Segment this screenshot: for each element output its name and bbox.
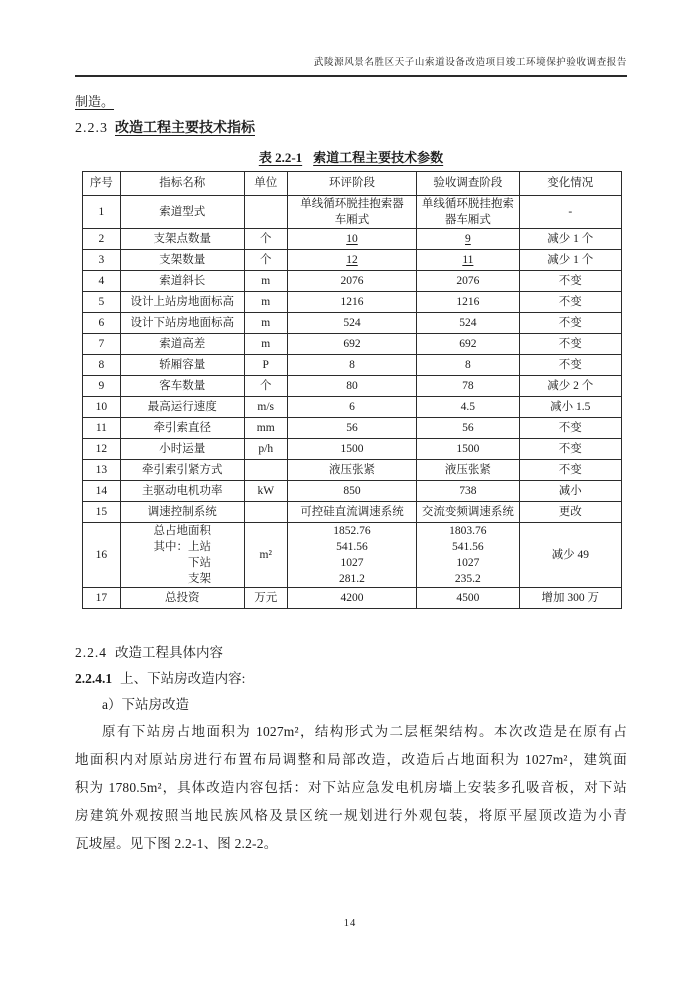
table-header-cell: 单位 [244, 172, 287, 196]
table-cell-change: 减少 2 个 [519, 376, 621, 397]
table-row [83, 313, 622, 334]
table-cell-unit: m [244, 334, 287, 355]
table-cell-acc: 2076 [417, 271, 519, 292]
table-cell-name: 索道型式 [120, 196, 244, 229]
table-cell-name: 主驱动电机功率 [120, 481, 244, 502]
table-cell-eia: 1216 [287, 292, 416, 313]
table-cell-no: 2 [83, 229, 121, 250]
table-cell-unit: p/h [244, 439, 287, 460]
table-cell-no: 3 [83, 250, 121, 271]
table-cell-eia: 1500 [287, 439, 416, 460]
table-head-row [83, 172, 622, 196]
table-cell-eia: 单线循环脱挂抱索器 车厢式 [287, 196, 416, 229]
table-cell-acc: 692 [417, 334, 519, 355]
table-cell-acc: 11 [417, 250, 519, 271]
section-title: 改造工程主要技术指标 [115, 121, 255, 136]
table-cell-no: 11 [83, 418, 121, 439]
table-cell-eia: 56 [287, 418, 416, 439]
table-cell-unit: 个 [244, 376, 287, 397]
table-cell-eia: 850 [287, 481, 416, 502]
section-heading-2-2-3 [75, 119, 627, 138]
table-cell-no: 1 [83, 196, 121, 229]
table-row [83, 196, 622, 229]
table-cell-unit: m/s [244, 397, 287, 418]
table-cell-acc: 8 [417, 355, 519, 376]
running-header-title: 武陵源风景名胜区天子山索道设备改造项目竣工环境保护验收调查报告 [313, 58, 627, 68]
page-number: 14 [343, 918, 357, 929]
table-row [83, 292, 622, 313]
table-cell-name: 客车数量 [120, 376, 244, 397]
table-header-cell: 指标名称 [120, 172, 244, 196]
table-cell-acc: 液压张紧 [417, 460, 519, 481]
table-cell-change: 减少 49 [519, 523, 621, 588]
table-cell-name: 牵引索引紧方式 [120, 460, 244, 481]
table-cell-no: 16 [83, 523, 121, 588]
table-cell-unit: 万元 [244, 588, 287, 609]
table-cell-name: 最高运行速度 [120, 397, 244, 418]
table-cell-acc: 9 [417, 229, 519, 250]
table-caption-title: 索道工程主要技术参数 [313, 150, 444, 165]
table-header-cell: 验收调查阶段 [417, 172, 519, 196]
continuation-text: 制造。 [75, 94, 115, 109]
table-cell-eia: 12 [287, 250, 416, 271]
table-cell-eia: 692 [287, 334, 416, 355]
table-cell-unit: m [244, 292, 287, 313]
table-cell-change: 不变 [519, 292, 621, 313]
table-cell-no: 9 [83, 376, 121, 397]
section-title: 改造工程具体内容 [115, 645, 223, 660]
table-cell-unit [244, 502, 287, 523]
table-cell-name: 设计下站房地面标高 [120, 313, 244, 334]
section-heading-2-2-4-1 [75, 669, 627, 688]
table-row [83, 355, 622, 376]
table-row [83, 271, 622, 292]
table-cell-name: 小时运量 [120, 439, 244, 460]
table-cell-change: 减少 1 个 [519, 229, 621, 250]
table-cell-change: 不变 [519, 313, 621, 334]
section-number: 2.2.3 [75, 121, 108, 136]
table-cell-no: 13 [83, 460, 121, 481]
table-cell-eia: 2076 [287, 271, 416, 292]
table-cell-name: 支架数量 [120, 250, 244, 271]
table-cell-eia: 8 [287, 355, 416, 376]
table-cell-unit: mm [244, 418, 287, 439]
table-row [83, 376, 622, 397]
table-cell-unit [244, 196, 287, 229]
table-cell-unit [244, 460, 287, 481]
table-row [83, 397, 622, 418]
table-cell-eia: 可控硅直流调速系统 [287, 502, 416, 523]
table-cell-change: 不变 [519, 439, 621, 460]
table-cell-acc: 1803.76 541.56 1027 235.2 [417, 523, 519, 588]
table-cell-eia: 4200 [287, 588, 416, 609]
paragraph-line: 积为 1780.5m²，具体改造内容包括：对下站应急发电机房墙上安装多孔吸音板，对下站 [75, 780, 627, 795]
table-caption-label: 表 2.2-1 [258, 150, 303, 165]
table-cell-change: 不变 [519, 418, 621, 439]
table-header-cell: 变化情况 [519, 172, 621, 196]
table-cell-no: 12 [83, 439, 121, 460]
table-cell-change: 减小 [519, 481, 621, 502]
table-cell-eia: 1852.76 541.56 1027 281.2 [287, 523, 416, 588]
paragraph-line: 地面积内对原站房进行布置布局调整和局部改造，改造后占地面积为 1027m²，建筑面 [75, 752, 627, 767]
table-cell-change: 不变 [519, 355, 621, 376]
table-cell-no: 15 [83, 502, 121, 523]
table-cell-acc: 56 [417, 418, 519, 439]
table-cell-eia: 液压张紧 [287, 460, 416, 481]
table-cell-unit: m² [244, 523, 287, 588]
table-cell-acc: 1500 [417, 439, 519, 460]
table-cell-name: 索道高差 [120, 334, 244, 355]
table-cell-unit: kW [244, 481, 287, 502]
table-cell-name: 索道斜长 [120, 271, 244, 292]
table-cell-unit: 个 [244, 250, 287, 271]
section-heading-2-2-4 [75, 643, 627, 662]
table-cell-acc: 4500 [417, 588, 519, 609]
table-cell-unit: m [244, 271, 287, 292]
table-body [83, 196, 622, 609]
list-item-a: a）下站房改造 [102, 697, 189, 712]
paragraph-line: 原有下站房占地面积为 1027m²，结构形式为二层框架结构。本次改造是在原有占 [102, 724, 627, 739]
table-header-cell: 环评阶段 [287, 172, 416, 196]
table-row [83, 439, 622, 460]
table-cell-change: 增加 300 万 [519, 588, 621, 609]
table-row [83, 502, 622, 523]
table-cell-change: 减小 1.5 [519, 397, 621, 418]
table-cell-name: 总投资 [120, 588, 244, 609]
table-cell-no: 14 [83, 481, 121, 502]
table-cell-change: - [519, 196, 621, 229]
table-cell-unit: P [244, 355, 287, 376]
table-cell-acc: 78 [417, 376, 519, 397]
table-row [83, 523, 622, 588]
table-cell-no: 4 [83, 271, 121, 292]
table-cell-change: 不变 [519, 334, 621, 355]
table-cell-acc: 4.5 [417, 397, 519, 418]
table-row [83, 460, 622, 481]
table-cell-no: 5 [83, 292, 121, 313]
table-cell-acc: 738 [417, 481, 519, 502]
table-row [83, 250, 622, 271]
table-cell-acc: 单线循环脱挂抱索 器车厢式 [417, 196, 519, 229]
table-cell-eia: 80 [287, 376, 416, 397]
table-cell-name: 总占地面积 其中：上站 下站 支架 [120, 523, 244, 588]
body-paragraph [75, 718, 627, 858]
table-cell-no: 10 [83, 397, 121, 418]
table-cell-name: 支架点数量 [120, 229, 244, 250]
table-cell-name: 设计上站房地面标高 [120, 292, 244, 313]
table-cell-no: 8 [83, 355, 121, 376]
table-cell-eia: 6 [287, 397, 416, 418]
paragraph-line: 瓦坡屋。见下图 2.2-1、图 2.2-2。 [75, 836, 278, 851]
table-cell-change: 不变 [519, 460, 621, 481]
table-cell-name: 牵引索直径 [120, 418, 244, 439]
table-cell-change: 更改 [519, 502, 621, 523]
paragraph-line: 房建筑外观按照当地民族风格及景区统一规划进行外观包装，将原平屋顶改造为小青 [75, 808, 627, 823]
spec-table [82, 171, 622, 609]
table-cell-unit: m [244, 313, 287, 334]
table-row [83, 229, 622, 250]
table-cell-name: 轿厢容量 [120, 355, 244, 376]
section-number: 2.2.4 [75, 645, 107, 660]
table-cell-name: 调速控制系统 [120, 502, 244, 523]
section-title: 上、下站房改造内容: [120, 671, 246, 686]
table-header-cell: 序号 [83, 172, 121, 196]
table-row [83, 481, 622, 502]
section-number: 2.2.4.1 [75, 671, 113, 686]
table-row [83, 418, 622, 439]
table-cell-no: 7 [83, 334, 121, 355]
running-header [75, 57, 627, 77]
table-cell-acc: 524 [417, 313, 519, 334]
table-cell-unit: 个 [244, 229, 287, 250]
table-cell-eia: 524 [287, 313, 416, 334]
table-cell-no: 6 [83, 313, 121, 334]
table-row [83, 588, 622, 609]
table-cell-acc: 1216 [417, 292, 519, 313]
table-cell-acc: 交流变频调速系统 [417, 502, 519, 523]
table-caption [75, 149, 627, 166]
table-cell-no: 17 [83, 588, 121, 609]
table-cell-change: 不变 [519, 271, 621, 292]
table-cell-change: 减少 1 个 [519, 250, 621, 271]
table-row [83, 334, 622, 355]
table-cell-eia: 10 [287, 229, 416, 250]
